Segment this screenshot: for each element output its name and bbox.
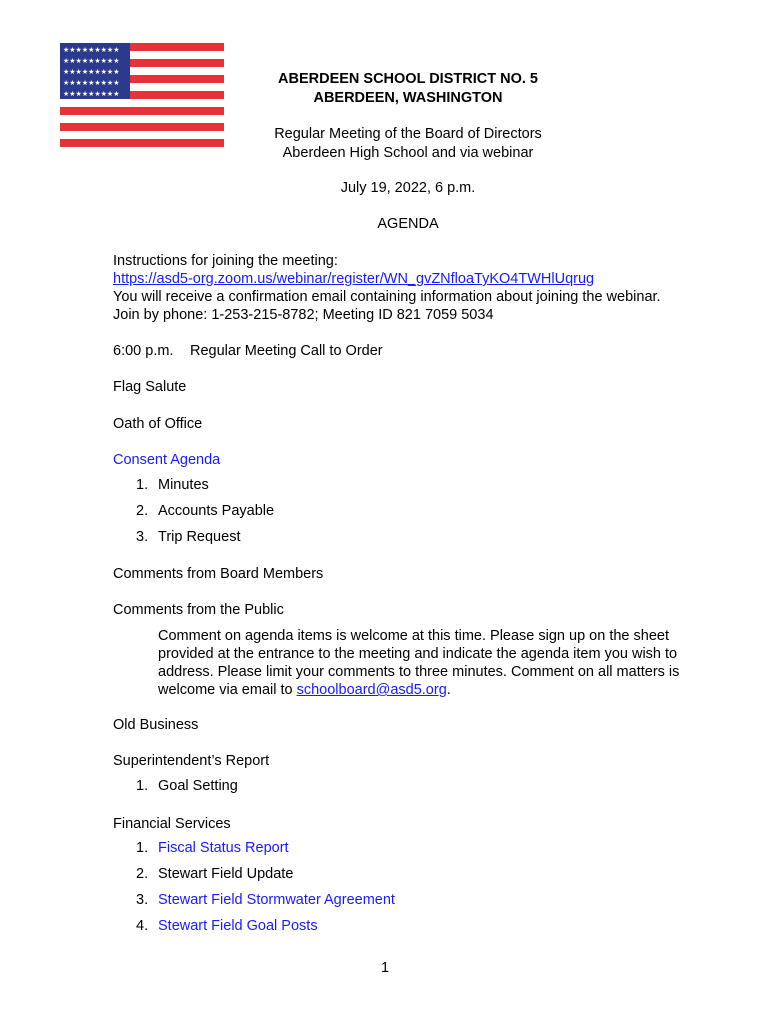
list-number: 1. xyxy=(136,778,149,794)
consent-agenda-link[interactable]: Consent Agenda xyxy=(113,452,221,468)
list-number: 2. xyxy=(136,866,149,882)
svg-text:★★★★★★★★★: ★★★★★★★★★ xyxy=(63,68,120,76)
email-link[interactable]: schoolboard@asd5.org xyxy=(296,682,447,698)
page-number: 1 xyxy=(380,960,390,976)
district-location: ABERDEEN, WASHINGTON xyxy=(313,90,503,106)
consent-item-minutes: Minutes xyxy=(158,477,209,493)
call-to-order: Regular Meeting Call to Order xyxy=(190,343,383,359)
stewart-field-update: Stewart Field Update xyxy=(158,866,294,882)
board-comments: Comments from Board Members xyxy=(113,566,324,582)
consent-item-accounts-payable: Accounts Payable xyxy=(158,503,275,519)
superintendent-item-goal-setting: Goal Setting xyxy=(158,778,238,794)
list-number: 4. xyxy=(136,918,149,934)
phone-info: Join by phone: 1-253-215-8782; Meeting ID 821 7059 5034 xyxy=(113,307,494,323)
svg-text:★★★★★★★★★: ★★★★★★★★★ xyxy=(63,46,120,54)
public-comments-text: Comment on agenda items is welcome at this time. Please sign up on the sheet provided at the entrance to the meeting and indicate the agenda item you wish to address. Please limit your comments to three minutes. Comment on all matters is welcome via email to xyxy=(158,628,680,698)
consent-item-trip-request: Trip Request xyxy=(158,529,241,545)
public-comments-title: Comments from the Public xyxy=(113,602,284,618)
superintendent-report: Superintendent’s Report xyxy=(113,753,270,769)
webinar-link[interactable]: https://asd5-org.zoom.us/webinar/register/WN_gvZNfloaTyKO4TWHlUqrug xyxy=(113,271,595,287)
goal-posts-link[interactable]: Stewart Field Goal Posts xyxy=(158,918,318,934)
svg-text:★★★★★★★★★: ★★★★★★★★★ xyxy=(63,90,120,98)
period: . xyxy=(446,682,451,698)
svg-text:★★★★★★★★★: ★★★★★★★★★ xyxy=(63,57,120,65)
stormwater-agreement-link[interactable]: Stewart Field Stormwater Agreement xyxy=(158,892,395,908)
american-flag-image xyxy=(60,43,224,149)
confirmation-note: You will receive a confirmation email containing information about joining the webinar. xyxy=(113,289,661,305)
meeting-date: July 19, 2022, 6 p.m. xyxy=(340,180,476,196)
call-to-order-time: 6:00 p.m. xyxy=(113,343,174,359)
agenda-title: AGENDA xyxy=(377,216,439,232)
list-number: 3. xyxy=(136,529,149,545)
list-number: 1. xyxy=(136,840,149,856)
fiscal-status-report-link[interactable]: Fiscal Status Report xyxy=(158,840,289,856)
list-number: 2. xyxy=(136,503,149,519)
old-business: Old Business xyxy=(113,717,199,733)
public-comments-paragraph xyxy=(158,627,708,699)
flag-salute: Flag Salute xyxy=(113,379,187,395)
instructions-heading: Instructions for joining the meeting: xyxy=(113,253,338,269)
district-name: ABERDEEN SCHOOL DISTRICT NO. 5 xyxy=(278,71,538,87)
list-number: 3. xyxy=(136,892,149,908)
meeting-venue: Aberdeen High School and via webinar xyxy=(282,145,534,161)
list-number: 1. xyxy=(136,477,149,493)
financial-services: Financial Services xyxy=(113,816,231,832)
oath-of-office: Oath of Office xyxy=(113,416,203,432)
svg-text:★★★★★★★★★: ★★★★★★★★★ xyxy=(63,79,120,87)
meeting-type: Regular Meeting of the Board of Directors xyxy=(274,126,542,142)
